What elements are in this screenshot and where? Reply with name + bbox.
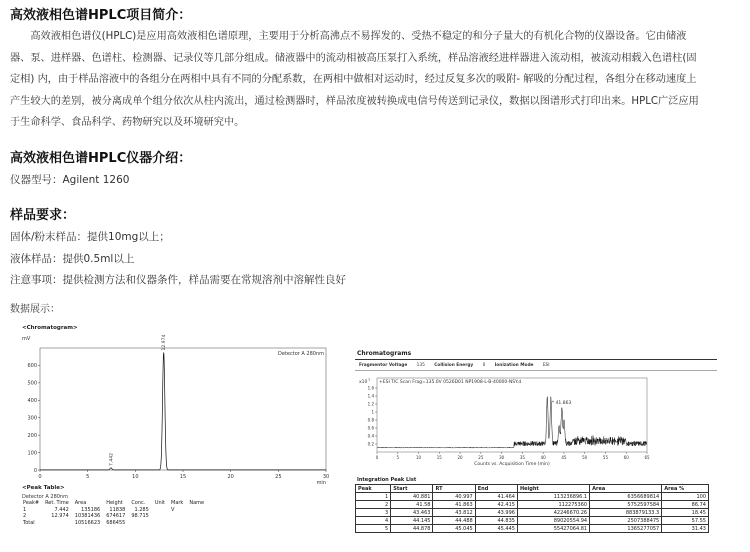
left-peak-table-header-cell: Conc. [131, 500, 146, 506]
right-chrom-plot [355, 372, 655, 472]
right-peak-label: * 41.863 [551, 401, 572, 407]
sample-line: 固体/粉末样品：提供10mg以上； [10, 231, 170, 243]
left-chromatogram-figure [20, 322, 340, 552]
table-cell: 43.996 [475, 509, 517, 517]
left-chrom-unit: mV [22, 336, 31, 342]
intro-line: 定相) 内，由于样品溶液中的各组分在两相中具有不同的分配系数，在两相中做相对运动时，经过反复多次的吸附- 解吸的分配过程，各组分在移动速度上 [10, 74, 697, 85]
table-cell [42, 520, 72, 527]
ipl-header-cell: End [475, 485, 517, 493]
table-cell: 2 [23, 513, 27, 519]
right-x-tick-label: 15 [436, 455, 442, 460]
left-peak-table-header-cell: Height [106, 500, 123, 506]
instrument-model: 仪器型号：Agilent 1260 [10, 174, 130, 186]
table-cell: 44.488 [433, 517, 475, 525]
right-x-tick-label: 30 [499, 455, 505, 460]
left-peak-table [20, 500, 207, 526]
table-cell: 18.45 [662, 509, 709, 517]
table-cell [168, 520, 186, 527]
table-cell: 5752597584 [590, 501, 662, 509]
table-cell: 10381436 [74, 513, 101, 519]
right-x-tick-label: 0 [375, 455, 379, 460]
table-cell: 674617 [106, 513, 126, 519]
param-name: Ionization Mode [494, 363, 534, 368]
left-chrom-title: <Chromatogram> [22, 325, 78, 331]
table-cell: 686455 [106, 519, 126, 526]
right-x-tick-label: 20 [457, 455, 463, 460]
table-cell [152, 520, 168, 527]
table-cell [186, 520, 207, 527]
table-cell: 1 [23, 506, 27, 513]
table-cell: 44.878 [391, 525, 433, 533]
table-cell: 40.881 [391, 493, 433, 501]
table-cell: 6356689814 [590, 493, 662, 501]
table-cell: 2507388475 [590, 517, 662, 525]
right-y-tick-label: 1 [371, 409, 374, 415]
table-cell: 42.415 [475, 501, 517, 509]
table-cell: 41.863 [433, 501, 475, 509]
left-peak-table-header-cell: Peak# [23, 500, 40, 506]
table-cell: V [171, 506, 175, 513]
left-x-tick-label: 0 [38, 474, 42, 480]
table-cell: 1365277057 [590, 525, 662, 533]
param-value: 135 [416, 363, 425, 368]
ipl-header-cell: Area [590, 485, 662, 493]
ipl-header [356, 485, 709, 493]
table-cell: 41.58 [391, 501, 433, 509]
right-y-tick-label: 0.8 [367, 417, 374, 423]
right-x-tick-label: 45 [561, 455, 567, 460]
table-cell: 7.442 [54, 506, 69, 513]
table-row [356, 493, 709, 501]
right-param-rule [355, 370, 717, 371]
left-peak-label: 12.974 [162, 334, 168, 351]
table-cell: 98.715 [131, 513, 149, 519]
table-cell: 100 [662, 493, 709, 501]
left-x-tick-label: 10 [132, 474, 139, 480]
right-y-tick-label: 0.6 [367, 425, 374, 431]
left-peak-table-header-cell: Ret. Time [45, 500, 69, 506]
right-x-tick-label: 35 [519, 455, 525, 460]
intro-line: 于生命科学、食品科学、药物研究以及环境研究中。 [10, 117, 245, 128]
left-peak-label: 7.442 [109, 453, 115, 466]
left-y-tick-label: 300 [27, 415, 37, 422]
table-row [356, 501, 709, 509]
sample-line: 注意事项：提供检测方法和仪器条件，样品需要在常规溶剂中溶解性良好 [10, 274, 346, 286]
left-x-tick-label: 20 [227, 474, 234, 480]
intro-line: 器、泵、进样器、色谱柱、检测器、记录仪等几部分组成。储液器中的流动相被高压泵打入系统，样品溶液经进样器进入流动相，被流动相载入色谱柱(固 [10, 52, 697, 64]
right-x-label: Counts vs. Acquisition Time (min) [474, 462, 550, 467]
left-y-tick-label: 100 [27, 450, 37, 457]
table-cell: 1 [356, 493, 391, 501]
table-cell: 883879133.3 [590, 509, 662, 517]
table-cell: 43.812 [433, 509, 475, 517]
left-peak-table-header-cell: Area [74, 500, 87, 506]
right-y-tick-label: 1.2 [367, 401, 374, 407]
right-x-tick-label: 50 [582, 455, 588, 460]
table-cell: 11838 [109, 506, 126, 513]
intro-heading: 高效液相色谱HPLC项目简介： [10, 8, 192, 23]
table-cell: 113236896.1 [517, 493, 589, 501]
table-cell: 41.464 [475, 493, 517, 501]
right-y-multiplier: x10 [359, 380, 368, 385]
table-row [356, 509, 709, 517]
table-cell: 40.997 [433, 493, 475, 501]
table-cell: 31.43 [662, 525, 709, 533]
right-trace-label: +ESI TIC Scan Frag=135.0V 0526D01 NP1908-L-B-40000-NSY.d [379, 380, 522, 385]
right-x-tick-label: 25 [478, 455, 484, 460]
table-cell: 12.974 [51, 513, 69, 519]
right-x-tick-label: 5 [396, 455, 400, 460]
sample-line: 液体样品：提供0.5ml以上 [10, 253, 135, 265]
table-cell: 10516623 [74, 519, 101, 526]
table-cell: 44.145 [391, 517, 433, 525]
right-chrom-title: Chromatograms [357, 350, 412, 357]
left-detector-label: Detector A 280nm [278, 351, 324, 357]
right-trace-line [377, 397, 647, 448]
integration-peak-list [355, 484, 709, 533]
left-y-tick-label: 200 [27, 432, 37, 439]
right-y-tick-label: 1.4 [367, 393, 374, 399]
left-y-tick-label: 600 [27, 363, 37, 370]
instrument-heading: 高效液相色谱HPLC仪器介绍： [10, 151, 192, 166]
param-name: Fragmentor Voltage [359, 363, 408, 368]
right-x-tick-label: 40 [540, 455, 546, 460]
table-cell: 89020554.94 [517, 517, 589, 525]
left-peak-table-header-cell: Unit [154, 500, 165, 506]
right-chromatogram-figure [355, 350, 723, 550]
table-cell: 57.55 [662, 517, 709, 525]
left-peak-table-header-cell: Mark [171, 500, 184, 506]
table-cell: 43.463 [391, 509, 433, 517]
left-x-tick-label: 30 [322, 474, 330, 480]
table-row [356, 517, 709, 525]
right-y-tick-label: 1.6 [367, 385, 374, 391]
table-cell: 42246670.26 [517, 509, 589, 517]
right-x-tick-label: 60 [623, 455, 629, 460]
right-param-line [359, 363, 550, 368]
ipl-header-cell: Area % [662, 485, 709, 493]
table-cell: 45.445 [475, 525, 517, 533]
right-y-tick-label: 0.2 [367, 441, 374, 447]
left-trace-line [40, 352, 326, 469]
left-x-unit: min [316, 480, 326, 486]
table-cell: 44.835 [475, 517, 517, 525]
table-cell: 1.285 [134, 506, 149, 513]
ipl-header-cell: Peak [356, 485, 391, 493]
left-y-tick-label: 400 [27, 398, 37, 405]
table-cell: 2 [356, 501, 391, 509]
right-x-tick-label: 55 [602, 455, 609, 460]
table-cell: 86.74 [662, 501, 709, 509]
right-x-tick-label: 10 [415, 455, 422, 460]
left-x-tick-label: 25 [275, 474, 282, 480]
left-y-tick-label: 500 [27, 380, 37, 387]
left-x-tick-label: 15 [179, 474, 187, 480]
left-x-tick-label: 5 [86, 474, 90, 480]
table-cell: 5 [356, 525, 391, 533]
ipl-header-cell: RT [433, 485, 475, 493]
left-peak-table-header [20, 500, 207, 507]
left-peak-table-header-cell: Name [189, 500, 205, 506]
table-cell: 4 [356, 517, 391, 525]
table-cell: Total [23, 519, 35, 526]
right-x-tick-label: 65 [644, 455, 650, 460]
table-cell [128, 520, 152, 527]
ipl-header-cell: Height [517, 485, 589, 493]
right-y-tick-label: 0.4 [367, 433, 374, 439]
left-peak-table-title: <Peak Table> [22, 485, 65, 491]
left-plot-frame [40, 348, 326, 470]
param-value: ESI [542, 363, 550, 368]
intro-line: 产生较大的差别，被分离成单个组分依次从柱内流出，通过检测器时，样品浓度被转换成电信号传送到记录仪，数据以图谱形式打印出来。HPLC广泛应用 [10, 95, 699, 107]
data-display-label: 数据展示： [10, 304, 60, 315]
left-y-tick-label: 0 [33, 467, 37, 474]
table-cell: 55427064.81 [517, 525, 589, 533]
right-title-rule [355, 359, 717, 360]
table-row [356, 525, 709, 533]
table-cell: 112275360 [517, 501, 589, 509]
intro-paragraph [10, 26, 745, 134]
right-y-exponent: 7 [368, 378, 371, 382]
table-cell: 3 [356, 509, 391, 517]
param-value: 0 [482, 363, 486, 368]
table-row [20, 520, 207, 527]
sample-heading: 样品要求： [10, 208, 76, 223]
param-name: Collision Energy [434, 363, 474, 368]
ipl-header-cell: Start [391, 485, 433, 493]
table-cell: 45.045 [433, 525, 475, 533]
ipl-title: Integration Peak List [357, 477, 417, 483]
table-cell: 135186 [81, 506, 101, 513]
intro-line: 高效液相色谱仪(HPLC)是应用高效液相色谱原理，主要用于分析高沸点不易挥发的、受热不稳定的和分子量大的有机化合物的仪器设备。它由储液 [10, 31, 687, 42]
left-peak-table-detector: Detector A 280nm [22, 494, 68, 500]
